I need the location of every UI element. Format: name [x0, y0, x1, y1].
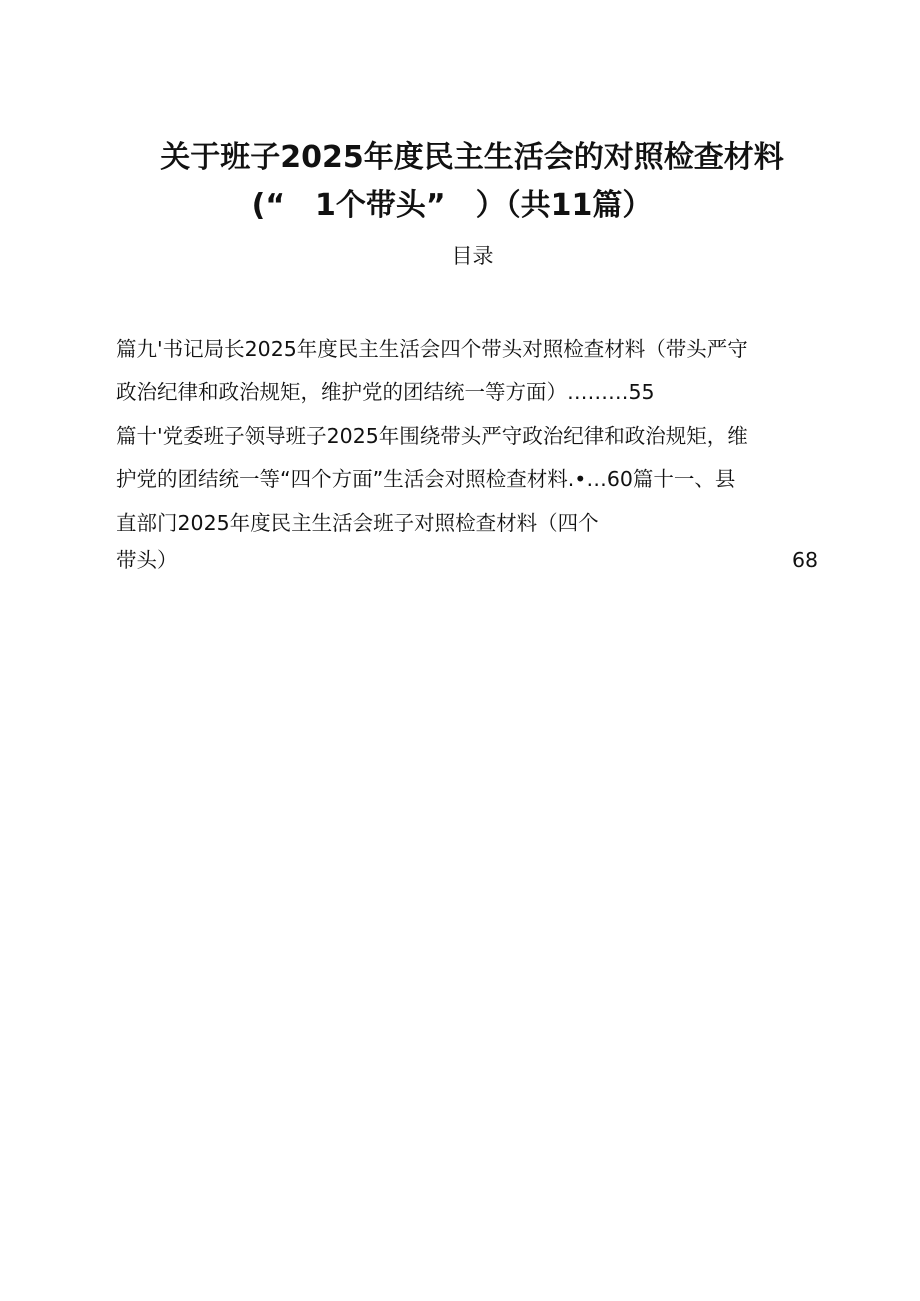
document-title-line-2: (“ 1个带头” ）（共11篇） [251, 188, 653, 223]
toc-line: 篇十'党委班子领导班子2025年围绕带头严守政治纪律和政治规矩，维 [116, 424, 748, 448]
toc-line: 篇九'书记局长2025年度民主生活会四个带头对照检查材料（带头严守 [116, 337, 748, 361]
document-title-line-1: 关于班子2025年度民主生活会的对照检查材料 [160, 140, 784, 175]
toc-line: 直部门2025年度民主生活会班子对照检查材料（四个 [116, 511, 599, 535]
toc-heading: 目录 [451, 244, 494, 268]
toc-line: 政治纪律和政治规矩，维护党的团结统一等方面）………55 [116, 380, 655, 404]
toc-line: 带头） [116, 548, 178, 572]
toc-page-number: 68 [792, 548, 819, 572]
toc-line: 护党的团结统一等“四个方面”生活会对照检查材料.•…60篇十一、县 [116, 467, 736, 491]
